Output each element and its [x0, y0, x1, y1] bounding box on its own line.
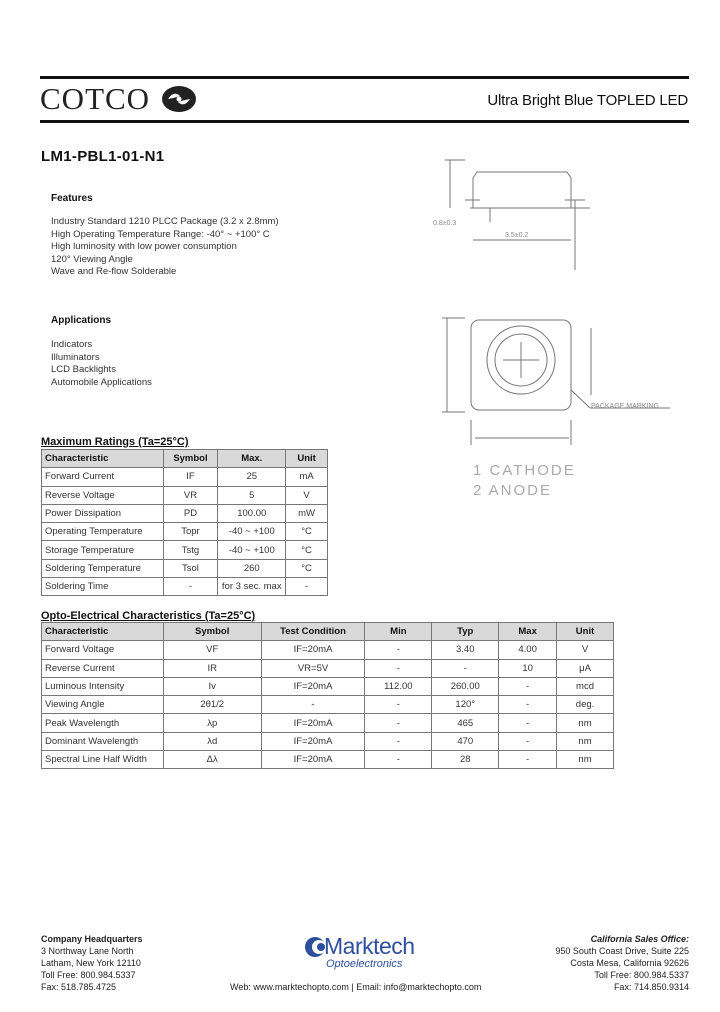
table-cell: IF=20mA — [261, 751, 365, 769]
sales-line: Fax: 714.850.9314 — [613, 982, 689, 992]
column-header: Symbol — [163, 450, 218, 468]
table-cell: - — [163, 578, 218, 596]
document-title: Ultra Bright Blue TOPLED LED — [487, 92, 688, 109]
list-item: LCD Backlights — [51, 364, 116, 375]
table-cell: VR — [163, 486, 218, 504]
table-cell: for 3 sec. max — [218, 578, 286, 596]
table-cell: Dominant Wavelength — [42, 732, 164, 750]
hq-heading: Company Headquarters — [41, 934, 143, 944]
table-cell: Operating Temperature — [42, 523, 164, 541]
table-cell: - — [499, 714, 557, 732]
table-cell: - — [499, 677, 557, 695]
opto-table — [41, 622, 614, 769]
list-item: Wave and Re-flow Solderable — [51, 266, 177, 277]
table-row — [42, 486, 328, 504]
table-cell: μA — [557, 659, 614, 677]
table-cell: mW — [286, 504, 328, 522]
table-cell: IF=20mA — [261, 714, 365, 732]
package-marking-label: PACKAGE MARKING — [591, 403, 659, 410]
header-bottom-rule — [40, 120, 689, 123]
table-cell: Power Dissipation — [42, 504, 164, 522]
hq-line: Fax: 518.785.4725 — [41, 982, 117, 992]
table-cell: Peak Wavelength — [42, 714, 164, 732]
table-row — [42, 677, 614, 695]
table-cell: 470 — [432, 732, 499, 750]
table-row — [42, 751, 614, 769]
table-cell: V — [557, 641, 614, 659]
table-cell: Iv — [163, 677, 261, 695]
list-item: Indicators — [51, 339, 93, 350]
table-cell: nm — [557, 732, 614, 750]
list-item: 120° Viewing Angle — [51, 253, 133, 265]
table-cell: 260 — [218, 559, 286, 577]
table-cell: - — [499, 751, 557, 769]
side-view — [433, 160, 590, 270]
table-cell: - — [261, 696, 365, 714]
table-row — [42, 578, 328, 596]
list-item: Automobile Applications — [51, 376, 152, 388]
table-cell: PD — [163, 504, 218, 522]
sales-line: 950 South Coast Drive, Suite 225 — [555, 946, 689, 956]
top-view — [442, 318, 670, 445]
california-sales-office — [555, 933, 689, 993]
table-cell: λd — [163, 732, 261, 750]
list-item: High Operating Temperature Range: -40° ~ +100° C — [51, 228, 270, 240]
part-number: LM1-PBL1-01-N1 — [41, 148, 165, 165]
table-cell: 465 — [432, 714, 499, 732]
dim-width-label: 3.5±0.2 — [505, 232, 529, 239]
column-header: Unit — [557, 623, 614, 641]
table-cell: Tsol — [163, 559, 218, 577]
table-cell: Soldering Time — [42, 578, 164, 596]
table-cell: - — [365, 751, 432, 769]
table-cell: Storage Temperature — [42, 541, 164, 559]
sales-line: Toll Free: 800.984.5337 — [594, 970, 689, 980]
table-cell: VR=5V — [261, 659, 365, 677]
hq-line: 3 Northway Lane North — [41, 946, 134, 956]
marktech-logo — [304, 934, 444, 974]
max-ratings-title: Maximum Ratings (Ta=25°C) — [41, 436, 189, 448]
table-cell: - — [499, 696, 557, 714]
package-drawing — [425, 150, 695, 510]
table-cell: Reverse Current — [42, 659, 164, 677]
table-cell: 3.40 — [432, 641, 499, 659]
opto-title: Opto-Electrical Characteristics (Ta=25°C) — [41, 610, 256, 622]
table-cell: Spectral Line Half Width — [42, 751, 164, 769]
table-cell: - — [499, 732, 557, 750]
table-cell: - — [365, 659, 432, 677]
features-heading: Features — [51, 193, 93, 204]
column-header: Max. — [218, 450, 286, 468]
marktech-sub: Optoelectronics — [326, 958, 403, 970]
table-row — [42, 523, 328, 541]
table-cell: λp — [163, 714, 261, 732]
column-header: Characteristic — [42, 623, 164, 641]
hq-line: Toll Free: 800.984.5337 — [41, 970, 136, 980]
table-cell: Tstg — [163, 541, 218, 559]
table-cell: deg. — [557, 696, 614, 714]
table-cell: IF — [163, 468, 218, 486]
table-cell: mA — [286, 468, 328, 486]
sales-line: Costa Mesa, California 92626 — [570, 958, 689, 968]
table-cell: 25 — [218, 468, 286, 486]
table-cell: 2θ1/2 — [163, 696, 261, 714]
table-header-row — [42, 623, 614, 641]
list-item: High luminosity with low power consumption — [51, 241, 237, 252]
table-cell: Topr — [163, 523, 218, 541]
list-item: Illuminators — [51, 351, 100, 363]
table-cell: nm — [557, 751, 614, 769]
table-cell: VF — [163, 641, 261, 659]
table-cell: 100.00 — [218, 504, 286, 522]
table-cell: °C — [286, 523, 328, 541]
table-cell: - — [365, 696, 432, 714]
column-header: Characteristic — [42, 450, 164, 468]
table-cell: 5 — [218, 486, 286, 504]
table-cell: IF=20mA — [261, 677, 365, 695]
table-cell: IF=20mA — [261, 641, 365, 659]
table-cell: 260.00 — [432, 677, 499, 695]
table-cell: - — [432, 659, 499, 677]
table-cell: 120° — [432, 696, 499, 714]
column-header: Typ — [432, 623, 499, 641]
table-cell: °C — [286, 559, 328, 577]
table-row — [42, 504, 328, 522]
table-row — [42, 541, 328, 559]
marktech-logo-icon — [304, 936, 326, 958]
table-cell: -40 ~ +100 — [218, 523, 286, 541]
cotco-logo: COTCO — [40, 81, 151, 116]
table-row — [42, 559, 328, 577]
table-cell: 4.00 — [499, 641, 557, 659]
table-cell: - — [365, 714, 432, 732]
marktech-name: Marktech — [324, 933, 415, 959]
column-header: Test Condition — [261, 623, 365, 641]
table-row — [42, 696, 614, 714]
column-header: Min — [365, 623, 432, 641]
table-row — [42, 641, 614, 659]
table-cell: -40 ~ +100 — [218, 541, 286, 559]
table-cell: - — [365, 732, 432, 750]
sales-heading: California Sales Office: — [590, 934, 689, 944]
table-cell: °C — [286, 541, 328, 559]
column-header: Max — [499, 623, 557, 641]
table-cell: Forward Voltage — [42, 641, 164, 659]
column-header: Symbol — [163, 623, 261, 641]
table-cell: Soldering Temperature — [42, 559, 164, 577]
header-top-rule — [40, 76, 689, 79]
table-cell: 28 — [432, 751, 499, 769]
web-email-line[interactable]: Web: www.marktechopto.com | Email: info@marktechopto.com — [230, 982, 482, 992]
table-cell: IF=20mA — [261, 732, 365, 750]
applications-list — [51, 339, 152, 389]
table-row — [42, 732, 614, 750]
table-cell: Luminous Intensity — [42, 677, 164, 695]
table-cell: IR — [163, 659, 261, 677]
cathode-label: 1 CATHODE — [473, 462, 576, 479]
features-list — [51, 216, 279, 279]
table-cell: 10 — [499, 659, 557, 677]
cotco-logo-icon — [160, 84, 198, 114]
table-row — [42, 714, 614, 732]
table-row — [42, 659, 614, 677]
table-cell: 112.00 — [365, 677, 432, 695]
table-header-row — [42, 450, 328, 468]
table-cell: Reverse Voltage — [42, 486, 164, 504]
list-item: Industry Standard 1210 PLCC Package (3.2 x 2.8mm) — [51, 216, 279, 227]
anode-label: 2 ANODE — [473, 482, 553, 499]
table-cell: V — [286, 486, 328, 504]
table-row — [42, 468, 328, 486]
dim-side-label: 0.8±0.3 — [433, 220, 457, 227]
table-cell: nm — [557, 714, 614, 732]
max-ratings-table — [41, 449, 328, 596]
column-header: Unit — [286, 450, 328, 468]
table-cell: Viewing Angle — [42, 696, 164, 714]
table-cell: Forward Current — [42, 468, 164, 486]
applications-heading: Applications — [51, 315, 112, 326]
table-cell: - — [365, 641, 432, 659]
hq-line: Latham, New York 12110 — [41, 958, 141, 968]
table-cell: Δλ — [163, 751, 261, 769]
table-cell: - — [286, 578, 328, 596]
company-headquarters — [41, 933, 143, 993]
table-cell: mcd — [557, 677, 614, 695]
